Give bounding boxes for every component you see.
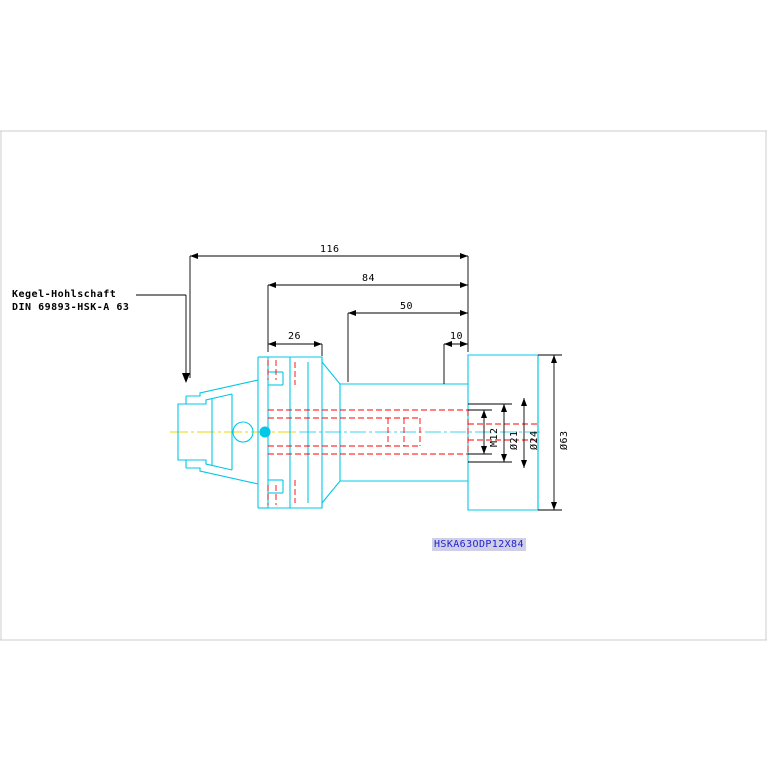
dimension-84: 84 [362, 273, 376, 284]
dimension-26: 26 [288, 331, 302, 342]
dimension-dia63: Ø63 [559, 430, 570, 450]
dimension-m12: M12 [489, 427, 500, 447]
dimension-dia21: Ø21 [509, 430, 520, 450]
dimension-dia24: Ø24 [529, 430, 540, 450]
dimension-50: 50 [400, 301, 414, 312]
part-number-label: HSKA63ODP12X84 [434, 539, 524, 550]
page-frame [0, 131, 767, 640]
note-line-1: Kegel-Hohlschaft [12, 289, 117, 300]
dimension-116: 116 [320, 244, 340, 255]
note-line-2: DIN 69893-HSK-A 63 [12, 302, 130, 313]
dimension-10: 10 [450, 331, 464, 342]
